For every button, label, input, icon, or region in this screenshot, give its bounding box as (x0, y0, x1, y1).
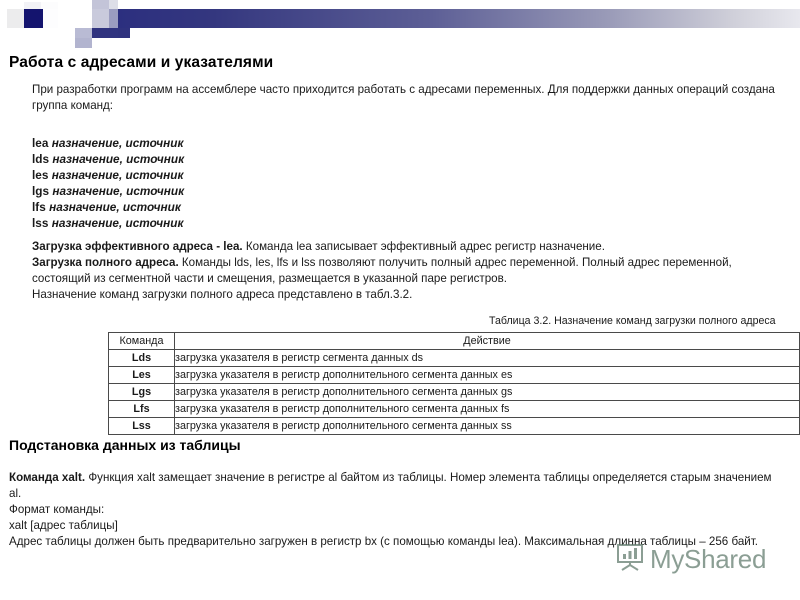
xalt-block (9, 470, 784, 550)
command-mnemonic: lds (32, 151, 50, 166)
lea-description-label: Загрузка эффективного адреса - lea. (32, 240, 243, 253)
cell-action: загрузка указателя в регистр дополнительного сегмента данных gs (175, 384, 800, 401)
cell-action: загрузка указателя в регистр дополнительного сегмента данных ss (175, 418, 800, 435)
lea-description-text: Команда lea записывает эффективный адрес регистр назначение. (242, 240, 605, 253)
command-operands: назначение, источник (51, 136, 184, 150)
command-operands: назначение, источник (51, 215, 184, 230)
column-header-command: Команда (109, 333, 175, 350)
cell-action: загрузка указателя в регистр дополнительного сегмента данных es (175, 367, 800, 384)
page-title: Работа с адресами и указателями (9, 54, 274, 71)
table-header-row (109, 333, 800, 350)
description-block (32, 239, 782, 303)
cell-command: Lfs (109, 401, 175, 418)
command-mnemonic: lgs (32, 183, 50, 198)
list-item (32, 152, 184, 168)
band-square (75, 38, 92, 48)
section-title-substitution: Подстановка данных из таблицы (9, 437, 241, 453)
command-operands: назначение, источник (52, 183, 185, 198)
full-address-description (32, 255, 782, 287)
cell-command: Lss (109, 418, 175, 435)
myshared-watermark (615, 543, 766, 576)
band-square (75, 9, 92, 28)
cell-action: загрузка указателя в регистр дополнительного сегмента данных fs (175, 401, 800, 418)
list-item (32, 200, 184, 216)
table-row (109, 418, 800, 435)
cell-command: Lgs (109, 384, 175, 401)
command-syntax-list (32, 136, 184, 231)
column-header-action: Действие (175, 333, 800, 350)
command-operands: назначение, источник (52, 151, 185, 166)
full-address-text: Команды lds, les, lfs и lss позволяют получить полный адрес переменной. Полный адрес переменной, состоящий из сегментной части и смещения, размещается в указанной паре регистров. (32, 256, 732, 285)
format-syntax: xalt [адрес таблицы] (9, 519, 118, 532)
band-square (7, 9, 24, 28)
command-mnemonic: les (32, 167, 49, 182)
cell-action: загрузка указателя в регистр сегмента данных ds (175, 350, 800, 367)
xalt-label: Команда xalt. (9, 471, 86, 484)
list-item (32, 168, 184, 184)
band-square (109, 9, 118, 28)
table-row (109, 367, 800, 384)
band-square (92, 28, 118, 38)
presentation-chart-icon (615, 543, 645, 576)
full-address-commands-table (108, 332, 800, 435)
band-square (43, 9, 58, 28)
band-square (92, 9, 109, 28)
cell-command: Lds (109, 350, 175, 367)
full-address-label: Загрузка полного адреса. (32, 256, 179, 269)
table-reference-text: Назначение команд загрузки полного адреса представлено в табл.3.2. (32, 288, 413, 301)
command-mnemonic: lss (32, 215, 49, 230)
list-item (32, 216, 184, 232)
band-square (118, 28, 130, 38)
band-square (24, 9, 43, 28)
watermark-label: MyShared (650, 544, 767, 574)
command-mnemonic: lea (32, 136, 49, 150)
xalt-text: Функция xalt замещает значение в регистре al байтом из таблицы. Номер элемента таблицы определяется старым значением al. (9, 471, 772, 500)
band-square (75, 28, 92, 38)
list-item (32, 184, 184, 200)
lea-description (32, 239, 782, 255)
command-operands: назначение, источник (51, 167, 184, 182)
address-paragraph: Адрес таблицы должен быть предварительно загружен в регистр bx (с помощью команды lea). Максимальная длинна таблицы – 256 байт. (9, 535, 758, 548)
table-row (109, 350, 800, 367)
command-operands: назначение, источник (49, 199, 181, 214)
band-gradient-bar (118, 9, 800, 28)
command-mnemonic: lfs (32, 199, 46, 214)
intro-paragraph: При разработки программ на ассемблере часто приходится работать с адресами переменных. Для поддержки данных операций создана группа команд: (32, 83, 775, 112)
table-caption: Таблица 3.2. Назначение команд загрузки полного адреса (489, 315, 776, 327)
table-row (109, 384, 800, 401)
xalt-description (9, 470, 784, 502)
list-item (32, 136, 184, 152)
cell-command: Les (109, 367, 175, 384)
table-row (109, 401, 800, 418)
decorative-header-band (0, 0, 800, 46)
format-label: Формат команды: (9, 503, 105, 516)
